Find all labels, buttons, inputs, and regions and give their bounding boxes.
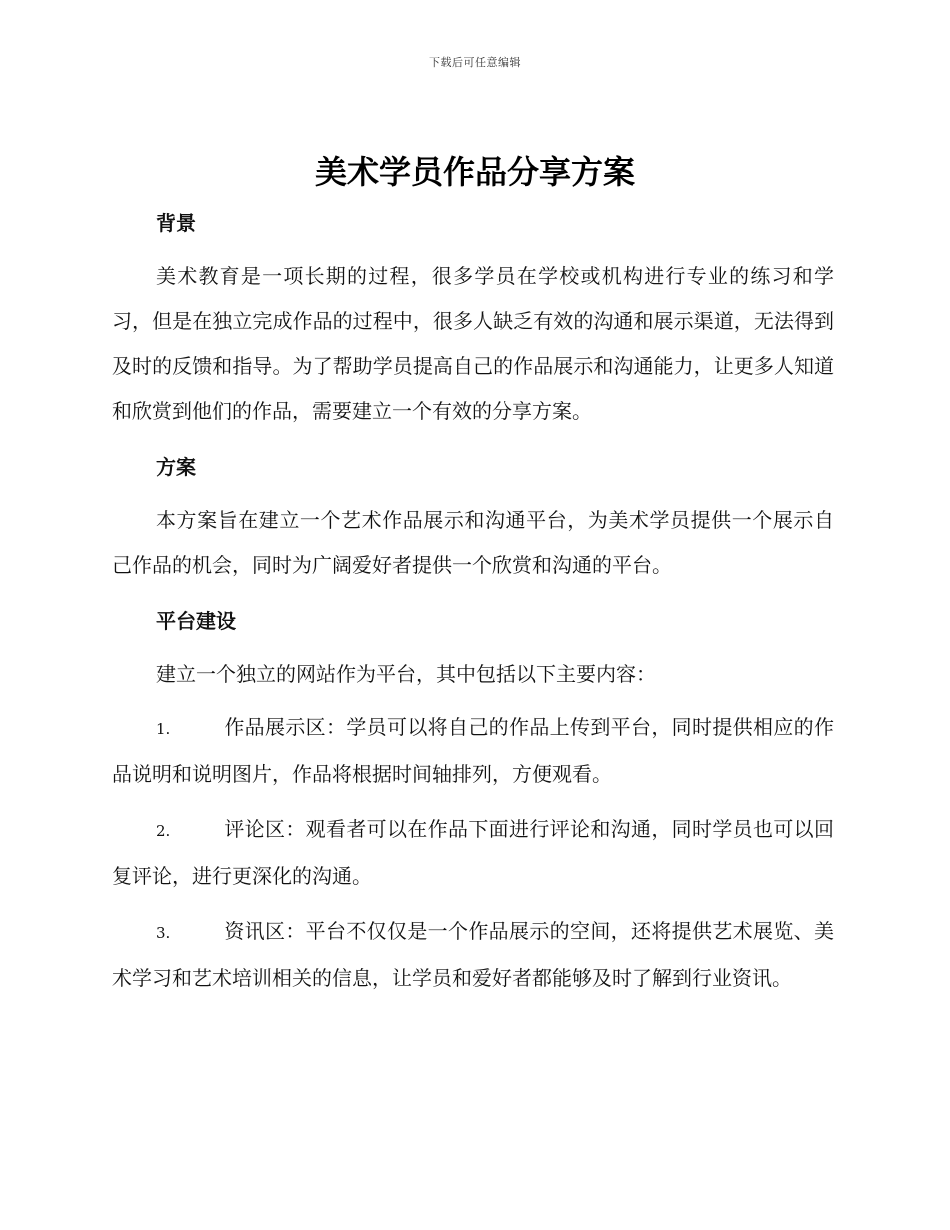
- list-item: [112, 909, 834, 1001]
- list-item-number: 1.: [156, 720, 171, 738]
- section-heading-platform: 平台建设: [156, 609, 236, 633]
- section-paragraph-plan: 本方案旨在建立一个艺术作品展示和沟通平台，为美术学员提供一个展示自己作品的机会，同时为广阔爱好者提供一个欣赏和沟通的平台。: [112, 508, 834, 577]
- section-paragraph-platform: 建立一个独立的网站作为平台，其中包括以下主要内容：: [156, 662, 656, 686]
- list-item-number: 3.: [156, 924, 171, 942]
- section-heading-plan: 方案: [156, 455, 196, 479]
- section-paragraph-background: 美术教育是一项长期的过程，很多学员在学校或机构进行专业的练习和学习，但是在独立完成作品的过程中，很多人缺乏有效的沟通和展示渠道，无法得到及时的反馈和指导。为了帮助学员提高自己的作品展示和沟通能力，让更多人知道和欣赏到他们的作品，需要建立一个有效的分享方案。: [112, 264, 834, 423]
- document-body: [112, 200, 834, 1001]
- document-title: 美术学员作品分享方案: [314, 153, 635, 191]
- list-item-text: 评论区：观看者可以在作品下面进行评论和沟通，同时学员也可以回复评论，进行更深化的沟通。: [112, 817, 834, 888]
- list-item: [112, 807, 834, 899]
- list-item-text: 资讯区：平台不仅仅是一个作品展示的空间，还将提供艺术展览、美术学习和艺术培训相关的信息，让学员和爱好者都能够及时了解到行业资讯。: [112, 919, 834, 990]
- list-item-number: 2.: [156, 822, 171, 840]
- section-heading-background: 背景: [156, 211, 196, 235]
- list-item-text: 作品展示区：学员可以将自己的作品上传到平台，同时提供相应的作品说明和说明图片，作品将根据时间轴排列，方便观看。: [112, 715, 834, 786]
- header-note: 下载后可任意编辑: [429, 56, 521, 69]
- list-item: [112, 705, 834, 797]
